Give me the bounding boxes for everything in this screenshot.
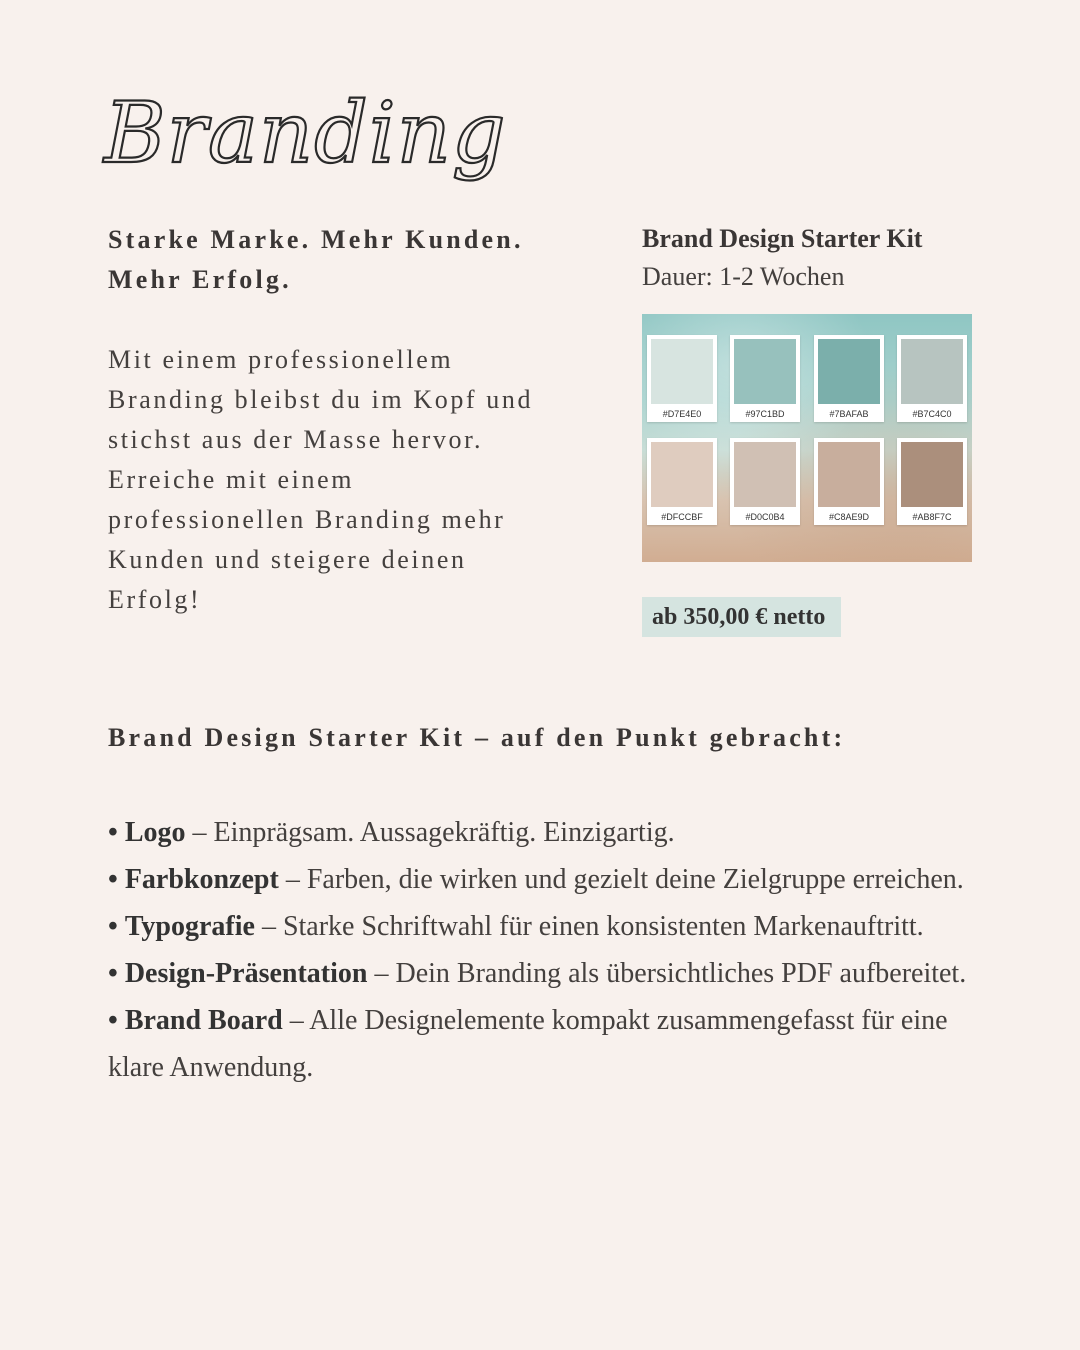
swatch-hex-label: #D0C0B4: [745, 512, 785, 522]
feature-name: Typografie: [124, 911, 255, 942]
feature-description: – Einprägsam. Aussagekräftig. Einzigartig.: [185, 817, 675, 848]
product-duration: Dauer: 1-2 Wochen: [642, 262, 845, 291]
price-badge: ab 350,00 € netto: [642, 597, 841, 637]
swatch-hex-label: #7BAFAB: [829, 409, 869, 419]
page-title-text: Branding: [104, 84, 507, 182]
swatch-hex-label: #DFCCBF: [661, 512, 703, 522]
swatch-hex-label: #AB8F7C: [912, 512, 952, 522]
feature-item: [108, 809, 988, 856]
product-info: [642, 220, 982, 296]
swatch-color: [734, 442, 796, 507]
bullet-icon: •: [108, 911, 118, 942]
swatch-color: [734, 339, 796, 404]
feature-description: – Dein Branding als übersichtliches PDF aufbereitet.: [367, 958, 967, 989]
feature-item: [108, 856, 988, 903]
feature-name: Brand Board: [124, 1005, 283, 1036]
feature-item: [108, 997, 988, 1091]
feature-list: [108, 809, 988, 1091]
feature-name: Logo: [124, 817, 186, 848]
feature-item: [108, 903, 988, 950]
bullet-icon: •: [108, 958, 118, 989]
feature-name: Design-Präsentation: [124, 958, 368, 989]
swatch-color: [901, 442, 963, 507]
bullet-icon: •: [108, 817, 118, 848]
color-swatch: [814, 335, 884, 422]
feature-description: – Alle Designelemente kompakt zusammengefasst für eine klare Anwendung.: [108, 1005, 948, 1083]
feature-description: – Starke Schriftwahl für einen konsistenten Markenauftritt.: [254, 911, 924, 942]
feature-item: [108, 950, 988, 997]
swatch-hex-label: #C8AE9D: [828, 512, 870, 522]
swatch-color: [651, 442, 713, 507]
swatch-hex-label: #D7E4E0: [662, 409, 702, 419]
product-title: Brand Design Starter Kit: [642, 224, 923, 253]
color-swatch: [897, 335, 967, 422]
color-swatch: [647, 438, 717, 525]
summary-heading: Brand Design Starter Kit – auf den Punkt gebracht:: [108, 723, 846, 752]
feature-description: – Farben, die wirken und gezielt deine Zielgruppe erreichen.: [278, 864, 964, 895]
tagline: Starke Marke. Mehr Kunden. Mehr Erfolg.: [108, 225, 524, 294]
color-swatch: [730, 335, 800, 422]
color-swatch: [647, 335, 717, 422]
color-swatch: [814, 438, 884, 525]
page-title: [100, 82, 507, 212]
color-swatch: [730, 438, 800, 525]
intro-text: Mit einem professionellem Branding bleibst du im Kopf und stichst aus der Masse hervor. Erreiche mit einem professionellen Branding mehr Kunden und steigere deinen Erfolg!: [108, 345, 534, 614]
swatch-color: [818, 442, 880, 507]
bullet-icon: •: [108, 1005, 118, 1036]
color-palette: [642, 314, 972, 562]
color-swatch: [897, 438, 967, 525]
feature-name: Farbkonzept: [124, 864, 279, 895]
swatch-hex-label: #97C1BD: [745, 409, 785, 419]
swatch-hex-label: #B7C4C0: [912, 409, 952, 419]
bullet-icon: •: [108, 864, 118, 895]
swatch-color: [651, 339, 713, 404]
branding-script-logo: [100, 82, 507, 212]
swatch-color: [818, 339, 880, 404]
swatch-color: [901, 339, 963, 404]
